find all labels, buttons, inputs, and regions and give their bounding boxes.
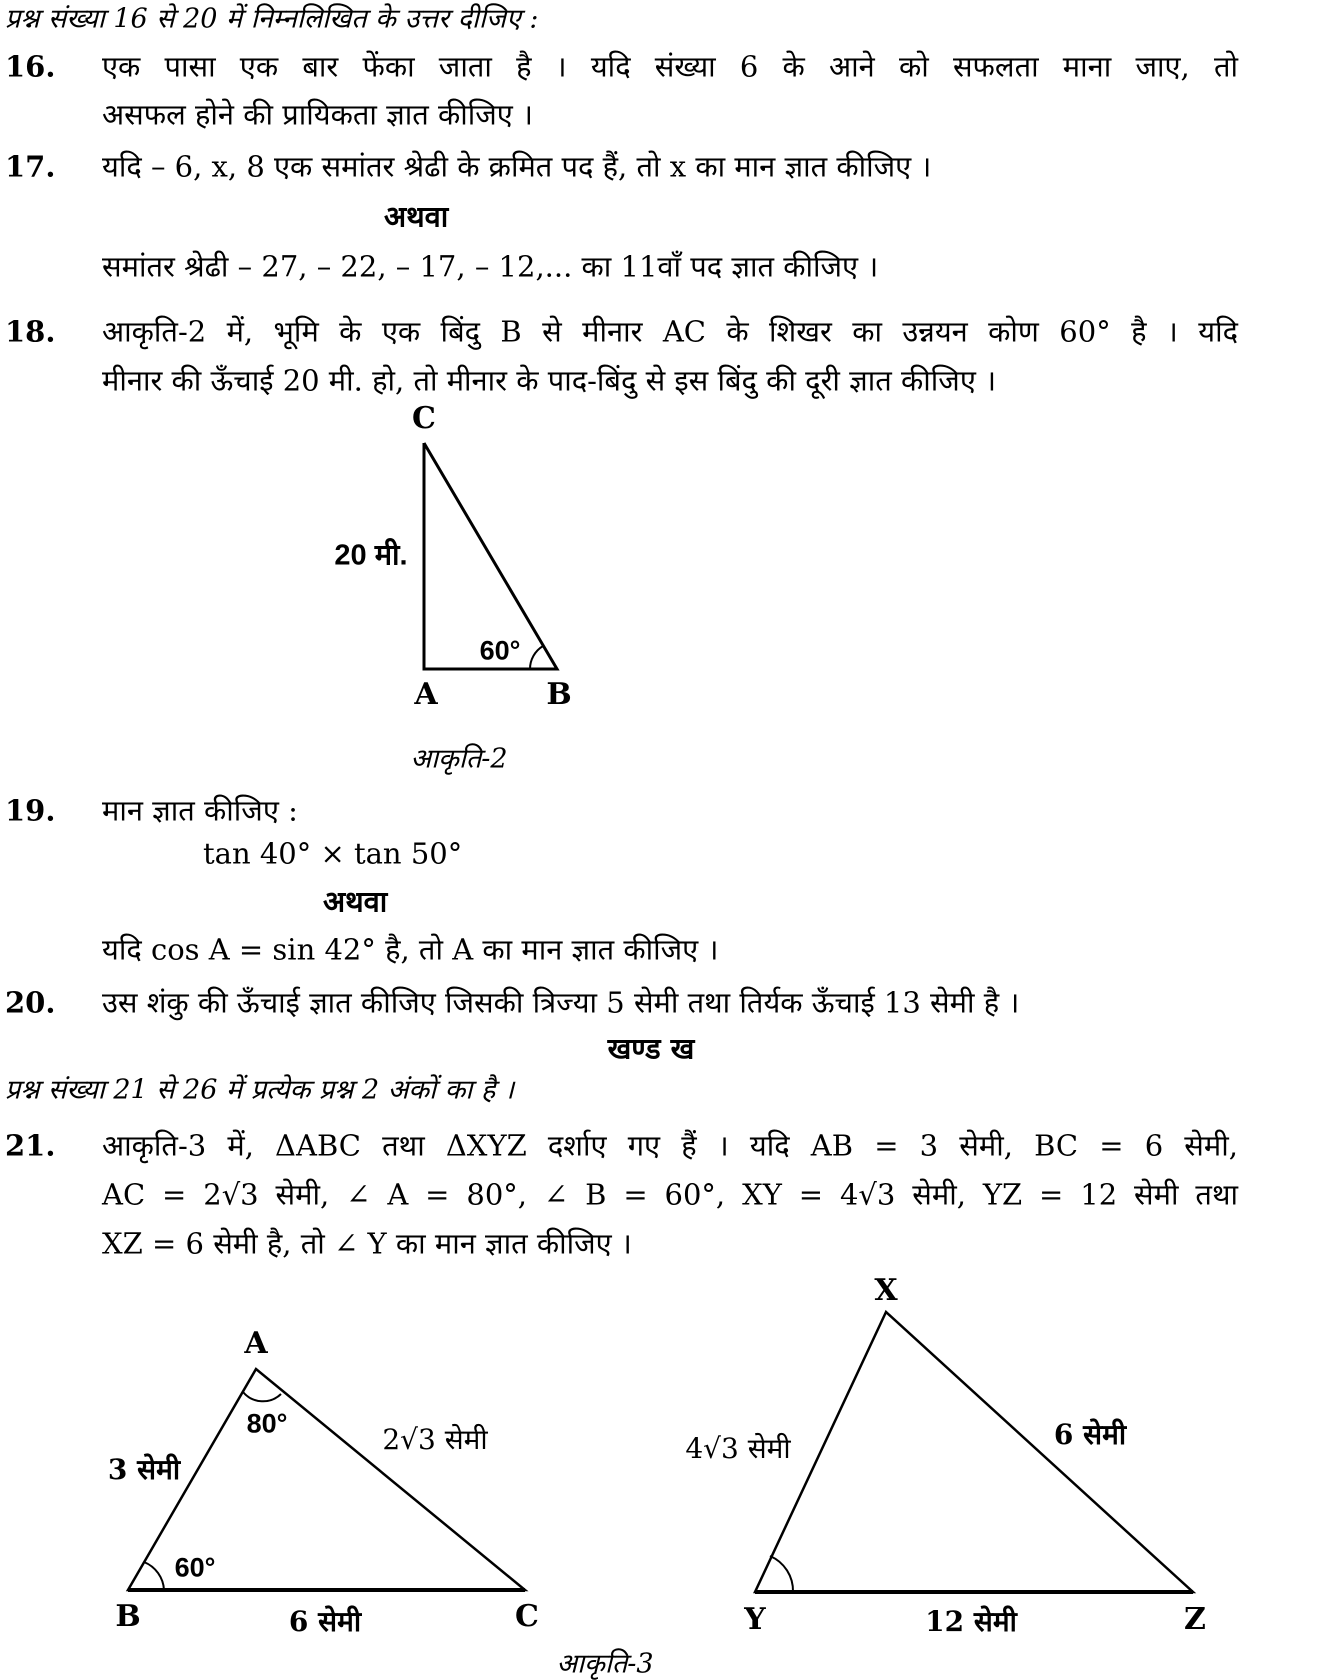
vertex-c-label: C [412,401,436,436]
question-number: 16. [5,49,56,84]
side-yz-label: 12 सेमी [925,1605,1017,1638]
or-label: अथवा [384,199,449,234]
question-text: आकृति-2 में, भूमि के एक बिंदु B से मीनार AC के शिखर का उन्नयन कोण 60° है । यदि [102,314,1238,349]
question-number: 20. [5,985,56,1020]
vertex-a-label: A [244,1326,268,1361]
vertex-b-label: B [546,677,572,712]
side-bc-label: 6 सेमी [288,1605,362,1638]
side-xy-label: 4√3 सेमी [685,1432,791,1465]
vertex-y-label: Y [744,1602,766,1637]
side-xz-label: 6 सेमी [1053,1418,1127,1451]
question-text: मान ज्ञात कीजिए : [102,793,298,828]
question-text: AC = 2√3 सेमी, ∠ A = 80°, ∠ B = 60°, XY = 4√3 सेमी, YZ = 12 सेमी तथा [102,1177,1238,1212]
or-label: अथवा [323,884,388,919]
question-text: उस शंकु की ऊँचाई ज्ञात कीजिए जिसकी त्रिज्या 5 सेमी तथा तिर्यक ऊँचाई 13 सेमी है । [102,985,1020,1020]
angle-a-label: 80° [246,1408,288,1439]
expression: tan 40° × tan 50° [203,836,463,871]
vertex-b-label: B [115,1599,141,1634]
angle-b-label: 60° [174,1552,216,1583]
question-number: 18. [5,314,56,349]
question-number: 21. [5,1128,56,1163]
vertex-a-label: A [414,677,438,712]
vertex-c-label: C [515,1599,539,1634]
question-text: एक पासा एक बार फेंका जाता है । यदि संख्या 6 के आने को सफलता माना जाए, तो [102,49,1238,84]
question-number: 17. [5,149,56,184]
question-text: XZ = 6 सेमी है, तो ∠ Y का मान ज्ञात कीजिए । [102,1226,632,1261]
question-number: 19. [5,793,56,828]
section-b-instruction: प्रश्न संख्या 21 से 26 में प्रत्येक प्रश्न 2 अंकों का है । [5,1074,515,1106]
figure-caption: आकृति-3 [556,1648,654,1680]
vertex-x-label: X [874,1273,898,1308]
figure-caption: आकृति-2 [410,743,508,775]
question-text: यदि – 6, x, 8 एक समांतर श्रेढी के क्रमित पद हैं, तो x का मान ज्ञात कीजिए । [102,149,932,184]
question-text: असफल होने की प्रायिकता ज्ञात कीजिए । [102,97,534,132]
side-ac-label: 2√3 सेमी [382,1423,488,1456]
angle-label: 60° [479,635,521,666]
alternative-question: समांतर श्रेढी – 27, – 22, – 17, – 12,... का 11वाँ पद ज्ञात कीजिए । [102,249,879,284]
section-b-title: खण्ड ख [607,1031,695,1066]
alternative-question: यदि cos A = sin 42° है, तो A का मान ज्ञात कीजिए । [102,932,719,967]
question-text: मीनार की ऊँचाई 20 मी. हो, तो मीनार के पाद-बिंदु से इस बिंदु की दूरी ज्ञात कीजिए । [102,363,997,398]
height-label: 20 मी. [334,539,408,572]
question-text: आकृति-3 में, ΔABC तथा ΔXYZ दर्शाए गए हैं । यदि AB = 3 सेमी, BC = 6 सेमी, [102,1128,1238,1163]
section-a-instruction: प्रश्न संख्या 16 से 20 में निम्नलिखित के उत्तर दीजिए : [5,3,539,35]
side-ab-label: 3 सेमी [107,1453,181,1486]
vertex-z-label: Z [1184,1602,1206,1637]
